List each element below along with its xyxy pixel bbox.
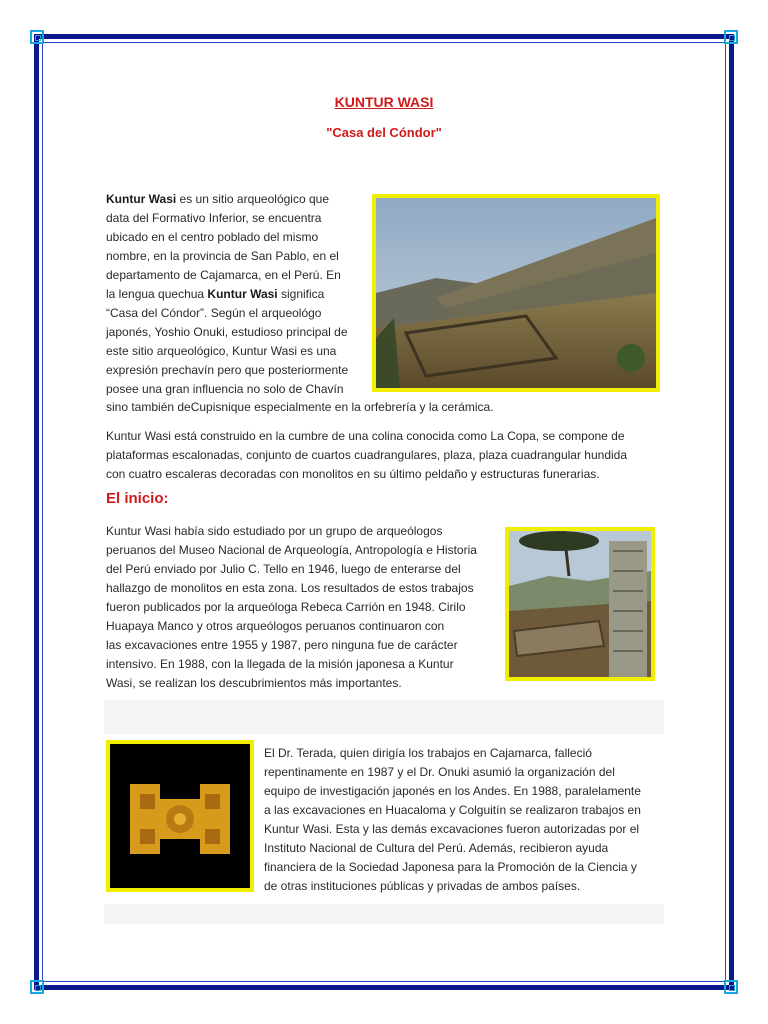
photo-kuntur-wasi-terraces: [372, 194, 660, 392]
corner-ornament-icon: [724, 30, 738, 44]
history-paragraph: Kuntur Wasi había sido estudiado por un grupo de arqueólogos peruanos del Museo Nacional de Arqueología, Antropología e Historia del Perú enviado por Julio C. Tello en 1946, luego de enterarse del hallazgo de monolitos en esta zona. Los resultados de estos trabajos fueron publicados por la arqueóloga Rebeca Carrión en 1948. Cirilo Huapaya Manco y otros arqueólogos peruanos continuaron con las excavaciones entre 1955 y 1987, pero ninguna fue de carácter intensivo. En 1988, con la llegada de la misión japonesa a Kuntur Wasi, se realizan los descubrimientos más importantes.: [106, 524, 477, 690]
photo-monolith: [505, 527, 655, 681]
background-band: [104, 700, 664, 734]
photo-gold-artifact: [106, 740, 254, 892]
page-title: KUNTUR WASI: [334, 94, 434, 110]
page-subtitle: "Casa del Cóndor": [326, 125, 442, 140]
intro-paragraph-end: sino también deCupisnique especialmente en la orfebrería y la cerámica.: [106, 400, 494, 414]
section-heading-inicio: El inicio:: [106, 490, 169, 507]
construction-paragraph: Kuntur Wasi está construido en la cumbre de una colina conocida como La Copa, se compone de plataformas escalonadas, conjunto de cuartos cuadrangulares, plaza, plaza cuadrangular hundida con cuatro escaleras decoradas con monolitos en su último peldaño y estructuras funerarias.: [106, 429, 628, 481]
intro-lead: Kuntur Wasi: [106, 192, 177, 206]
corner-ornament-icon: [30, 980, 44, 994]
corner-ornament-icon: [724, 980, 738, 994]
intro-paragraph: Kuntur Wasi es un sitio arqueológico que data del Formativo Inferior, se encuentra ubicado en el centro poblado del mismo nombre, en la provincia de San Pablo, en el departamento de Cajamarca, en el Perú. En la lengua quechua Kuntur Wasi significa “Casa del Cóndor”. Según el arqueológo japonés, Yoshio Onuki, estudioso principal de este sitio arqueológico, Kuntur Wasi es una expresión prechavín pero que posteriormente posee una gran influencia no solo de Chavín: [106, 192, 349, 396]
background-band: [104, 904, 664, 924]
corner-ornament-icon: [30, 30, 44, 44]
terada-paragraph: El Dr. Terada, quien dirigía los trabajos en Cajamarca, falleció repentinamente en 1987 y el Dr. Onuki asumió la organización del equipo de investigación japonés en los Andes. En 1988, paralelamente a las excavaciones en Huacaloma y Colguitín se realizaron trabajos en Kuntur Wasi. Esta y las demás excavaciones fueron autorizadas por el Instituto Nacional de Cultura del Perú. Además, recibieron ayuda financiera de la Sociedad Japonesa para la Promoción de la Ciencia y de otras instituciones públicas y privadas de ambos países.: [264, 746, 641, 893]
